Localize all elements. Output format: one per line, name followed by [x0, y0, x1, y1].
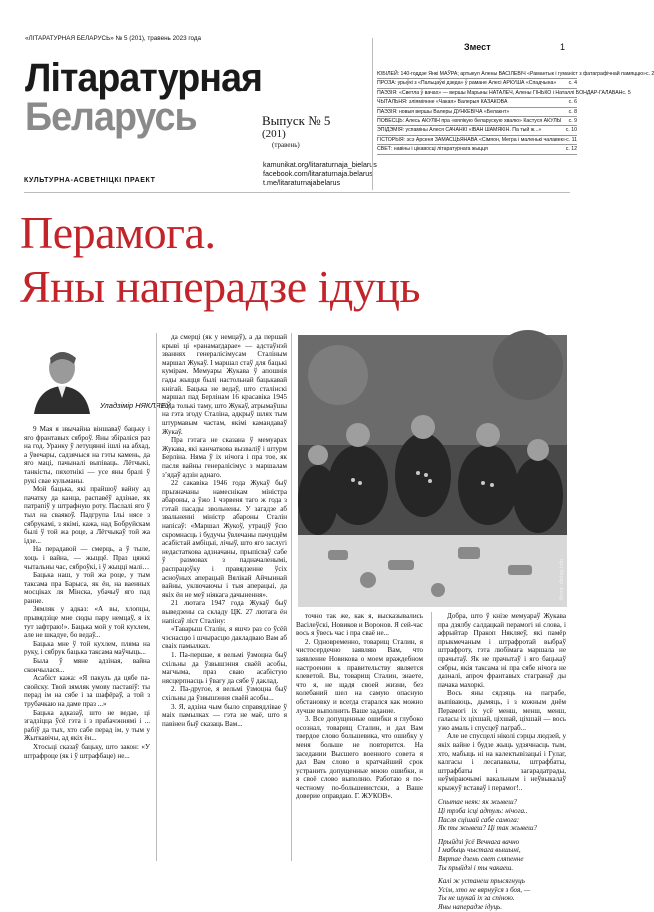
- paragraph: 3. Я, адзіна чым было справядлівае ў маіх памылках — гэта не маё, што я павінен быў сказаць Вам...: [162, 702, 287, 728]
- social-links: [263, 160, 377, 187]
- issue-month: (травень): [272, 141, 300, 149]
- link-kamunikat[interactable]: kamunikat.org/litaraturnaja_bielarus: [263, 160, 377, 169]
- poem-line: Прыйдзі ўсё Вечнага вачно: [438, 837, 520, 846]
- poem-line: Ты не шукай іх за спіною.: [438, 894, 515, 903]
- toc-item[interactable]: ПРОЗА: урыўкі з «Пальцаўкі дзеда» ў рамане Алесі АРКУША «Спадчына» с. 4: [377, 79, 577, 88]
- link-telegram[interactable]: t.me/litaraturnajabelarus: [263, 178, 341, 187]
- paragraph: 2. Па-другое, я вельмі ўзмоцна быў схільны да ўзвышэння сваёй асобы...: [162, 685, 287, 702]
- article-column-3: [296, 612, 423, 861]
- poem: [438, 798, 566, 911]
- paragraph: «Таварыш Сталін, я яшчэ раз со ўсёй чэснасцю і шчырасцю дакладваю Вам аб сваіх памылках.: [162, 625, 287, 651]
- header-top-line: «ЛІТАРАТУРНАЯ БЕЛАРУСЬ» № 5 (201), травень 2023 года: [25, 35, 202, 42]
- project-label: КУЛЬТУРНА-АСВЕТНІЦКІ ПРАЕКТ: [24, 177, 156, 184]
- veterans-photo: [298, 335, 567, 607]
- toc-item[interactable]: ЭПІДЭМІЯ: успаміны Алеся САЧАНКІ «ІВАН ШАМЯКІН. Па тый ж...» с. 10: [377, 126, 577, 135]
- toc-item[interactable]: СВЕТ: навіны і цікавосці літаратурнага жыцця с. 12: [377, 145, 577, 154]
- paragraph: 2. Одновременно, товарищ Сталин, я чистосердечно заявляю Вам, что заявление Новикова о моем враждебном настроении к правительству является клеветой. Вы, товарищ Сталин, знаете, что я, не щадя своей жизни, без колебаний шел на самую опасную обстановку и всегда старался как можно лучше выполнить Ваше задание.: [296, 637, 423, 715]
- headline-line1: Перамога.: [20, 207, 216, 258]
- toc-divider: [372, 38, 373, 190]
- poem-line: І мабыць чыстага вышыні,: [438, 846, 521, 855]
- poem-line: Калі ж устанеш прысягнуць: [438, 877, 525, 886]
- paragraph: Вось яны сядзяць на паграбе, выпіваюць, дымяць, і з кожным днём Перамогі іх усё менш, менш, менш, галасы іх ціхшай, ціхшай, ціхшай — вось ужо амаль і спусцеў паграб...: [438, 689, 566, 732]
- paragraph: 3. Все допущенные ошибки я глубоко осознал, товарищ Сталин, и дал Вам твердое слово большевика, что ошибку у меня больше не повторится. На заседании Высшего военного совета я дал Вам слово в кратчайший срок устранить допущенные мною ошибки, и я своё слово выполню. Работаю я по-честному по-большевистски, а Ваше доверие оправдаю. Г. ЖУКОВ».: [296, 715, 423, 801]
- photo-credit: Фота: dkdag.info: [559, 559, 565, 601]
- page-number: 1: [560, 42, 566, 52]
- paragraph: Хтосьці сказаў бацьку, што закон: «У штрафроце (як і ў штрафбаце) не...: [24, 742, 150, 760]
- paragraph: 21 лютага 1947 года Жукаў быў выведзены са складу ЦК. 27 лютага ён напісаў ліст Сталіну:: [162, 599, 287, 625]
- toc-item[interactable]: ЮБІЛЕЙ: 140-годдзе Янкі МАЎРА; артыкул Алены ВАСІЛЕВІЧ «Рамантык і гуманіст з фатаграфічнай памяццю» с. 2: [377, 70, 577, 79]
- article-column-4: [438, 612, 566, 911]
- paragraph: Была ў мяне адзіная, вайна скончылася...: [24, 657, 150, 674]
- paragraph: Добра, што ў кнізе мемуараў Жукава пра дзялбу салдацкай перамогі ні слова, і афрыйтар Пракоп Някляеў, які памёр прыкмечаным і штрафротай выбраў штрафроту, гэта любімага маршала не прачытаў. Як не прачытаў і яго бацькаў сябры, якія таксама ні пра сябе нічога не дазналі, апроч франтавых стагранаў ды пачака махоркі.: [438, 612, 566, 689]
- article-column-2: [162, 333, 287, 861]
- paragraph: Але не спусцелі ніколі сэрцы людзей, у якіх вайне і будзе жыць удзячнасць тым, хто, мабыць ні на калектывізацыі і Гулаг, калгасы і лесапавалы, штрафбаты, штрафбаты і загарадатрады, неўміраючымі вакальным і неўвыкалаў крыжуў вставаў і перамог!..: [438, 732, 566, 792]
- paragraph: 9 Мая я звычайна віншаваў бацьку і яго франтавых сяброў. Яны збіраліся раз на год. Уранку ў летуцянні ішлі на абхад, а ўвечары, садзячыся на гэты камень, да яго маці, пачыналі выпіваць. Лётчыкі, танкісты, пяхотнікі — усе яны бралі ў рукі свае кульманы.: [24, 425, 150, 485]
- article-column-1: [24, 425, 150, 861]
- paragraph: Бацька наш, у той жа роце, у тым таксама пра Барыса, як ён, на ваенных мосціках ля Мінска, убачыў яго пад ранне.: [24, 571, 150, 605]
- column-divider: [156, 333, 157, 861]
- toc-item[interactable]: ПАЭЗІЯ: «Светла ў вачах» — вершы Марыны НАТАЛЕЧ, Алены ГІНЬКО і Наталлі БОНДАР-ГАЛАВАН с. 5: [377, 89, 577, 98]
- poem-line: Ты прыйдзі і ты чакаеш.: [438, 863, 514, 872]
- toc-item[interactable]: ЧЫТАЛЬНЯ: эліяміянне «Чакая» Валерыя КАЗАКОВА с. 6: [377, 98, 577, 107]
- author-portrait: [24, 342, 94, 414]
- toc-title: Змест: [464, 42, 491, 52]
- masthead-title-line2: Беларусь: [25, 95, 197, 139]
- paragraph: Бацька адказаў, што не ведае, ці згадзіцца ўсё гэта і з прабачэннямі і ... рабіў да тых, хто сабе перад ім, у тым у Жыткавічы, ад якіх ён...: [24, 708, 150, 743]
- paragraph: Асабіст кажа: «Я пакуль да цябе па-свойску. Твой зямляк умову паставіў: ты перад ім на сябе і за шафёраў, а той з трубачкаю на даме праз ...»: [24, 674, 150, 708]
- poem-line: Усім, хто не вярнуўся з боя, —: [438, 885, 531, 894]
- paragraph: На перадавой — смерць, а ў тыле, хоць і вайна, — жыццё. Праз цяжкі чытальны час, сяброўкі, і ў жыцці малі…: [24, 545, 150, 571]
- toc-item[interactable]: ГІСТОРЫЯ: эсэ Арсеня ЗАМАСЦЬЯНАВА «Сімяон, Мегра і маленькі чалавек» с. 11: [377, 136, 577, 145]
- column-divider: [291, 333, 292, 861]
- issue-label: Выпуск № 5: [262, 113, 331, 128]
- column-divider: [431, 612, 432, 861]
- poem-line: Як ты жывеш? Ці так жывеш?: [438, 824, 538, 833]
- portrait-caption: Уладзімір НЯКЛЯЕЎ: [100, 401, 171, 410]
- toc-item[interactable]: ПОВЕСЦЬ: Алесь АКУЛІН пра «вялікую беларускую хвалю» Кастуся АКУЛЫ с. 9: [377, 117, 577, 126]
- toc-item[interactable]: ПАЭЗІЯ: новыя вершы Валеры ДУНКЕВІЧА «Белакнт» с. 8: [377, 108, 577, 117]
- link-facebook[interactable]: facebook.com/litaraturnaja.belarus: [263, 169, 373, 178]
- paragraph: точно так же, как я, высказывались Васілеўскі, Новиков и Воронов. Я сей-час вось я ўвесь час і пра сваё не...: [296, 612, 424, 638]
- headline-line2: Яны наперадзе ідуць: [20, 261, 420, 312]
- poem-line: Вяртае дзень свет сляпенне: [438, 855, 524, 864]
- poem-line: Ці трэба ісці адтуль: нічога..: [438, 807, 528, 816]
- poem-line: Спытае неяк: як жывеш?: [438, 798, 518, 807]
- masthead-title-line1: Літаратурная: [25, 56, 263, 100]
- paragraph: Бацька мне ў той кухлем, пляма на руку, і сябрук бацька таксама маўчыць...: [24, 639, 150, 657]
- paragraph: Зямляк у адказ: «А вы, хлопцы, прывядзіце мне сюды пару немцаў, я іх тут зафтраю!». Бацька мой у той кухлем, але не шкадуе, бо ведаў...: [24, 605, 150, 640]
- paragraph: 22 сакавіка 1946 года Жукаў быў прызначаны намеснікам міністра абароны, а ўжо 1 чэрвеня таго ж года з гэтай пасады звольнены. У загадзе аб звальненні міністр абароны Сталін напісаў: «Маршал Жукоў, утраціў ўсю скромнасць і будучы ўвлечаны пачуццём асабістай амбіцыі, лічыў, што яго заслугі недастаткова адзначаны, прыпісваў сабе ў размовах з падначаленымі, распрацоўку і правядзенне ўсіх асноўных аперацый Вялікай Айчыннай вайны, уключаючы і тыя аперацыі, да якіх ён не меў ніякага дачынення».: [162, 479, 287, 599]
- paragraph: Пра гэтага не сказана ў мемуарах Жукава, які канчаткова вызваліў і штурм Берліна. Няма ў іх нічога і пра тое, як пасля вайны генералісімус з маршалам з’ядаў адзін аднаго.: [162, 436, 287, 479]
- paragraph: 1. Па-першае, я вельмі ўзмоцна быў схільны да ўзвышэння сваёй асобы, магчыма, праз сваю асабістую нясцерпнасць і ўвагу да сябе ў даклад.: [162, 650, 287, 685]
- paragraph: да смерці (як у немцаў), а да першай крыві ці «ранамагдарае» — адстаўнэй званнях генералісімусам Сталіным маршал Жукаў. І маршал стаў для бацькі кумірам. Мемуары Жукава ў апошнія гады жыцця былі настольнай бацькавай кнігай. Бацька не ведаў, што сталінскі маршал пад Берлінам 16 красавіка 1945 года толькі таму, што Жукаў, атрымаўшы на гэта згоду Сталіна, адкрыў шлях тым штурмавым частам, якімі камандаваў Жукаў.: [162, 333, 287, 436]
- poem-line: Пасля сцішай сабе самога:: [438, 815, 520, 824]
- issue-number: (201): [262, 128, 286, 140]
- paragraph: Мой бацька, які прайшоў вайну ад пачатку да канца, распавёў адзінае, як патрапіў у штрафную роту. Паслалі яго ў тыл на сваякоў. Падгрупа Ільі нясе з сябрукамі, з якімі, кажа, над Бобруйскам былі ў той жа роце, а Лётчыкаў той жа ідзе...: [24, 485, 150, 545]
- poem-line: Яны наперадзе ідуць.: [438, 903, 503, 911]
- header-rule: [24, 192, 570, 193]
- table-of-contents: [377, 70, 654, 155]
